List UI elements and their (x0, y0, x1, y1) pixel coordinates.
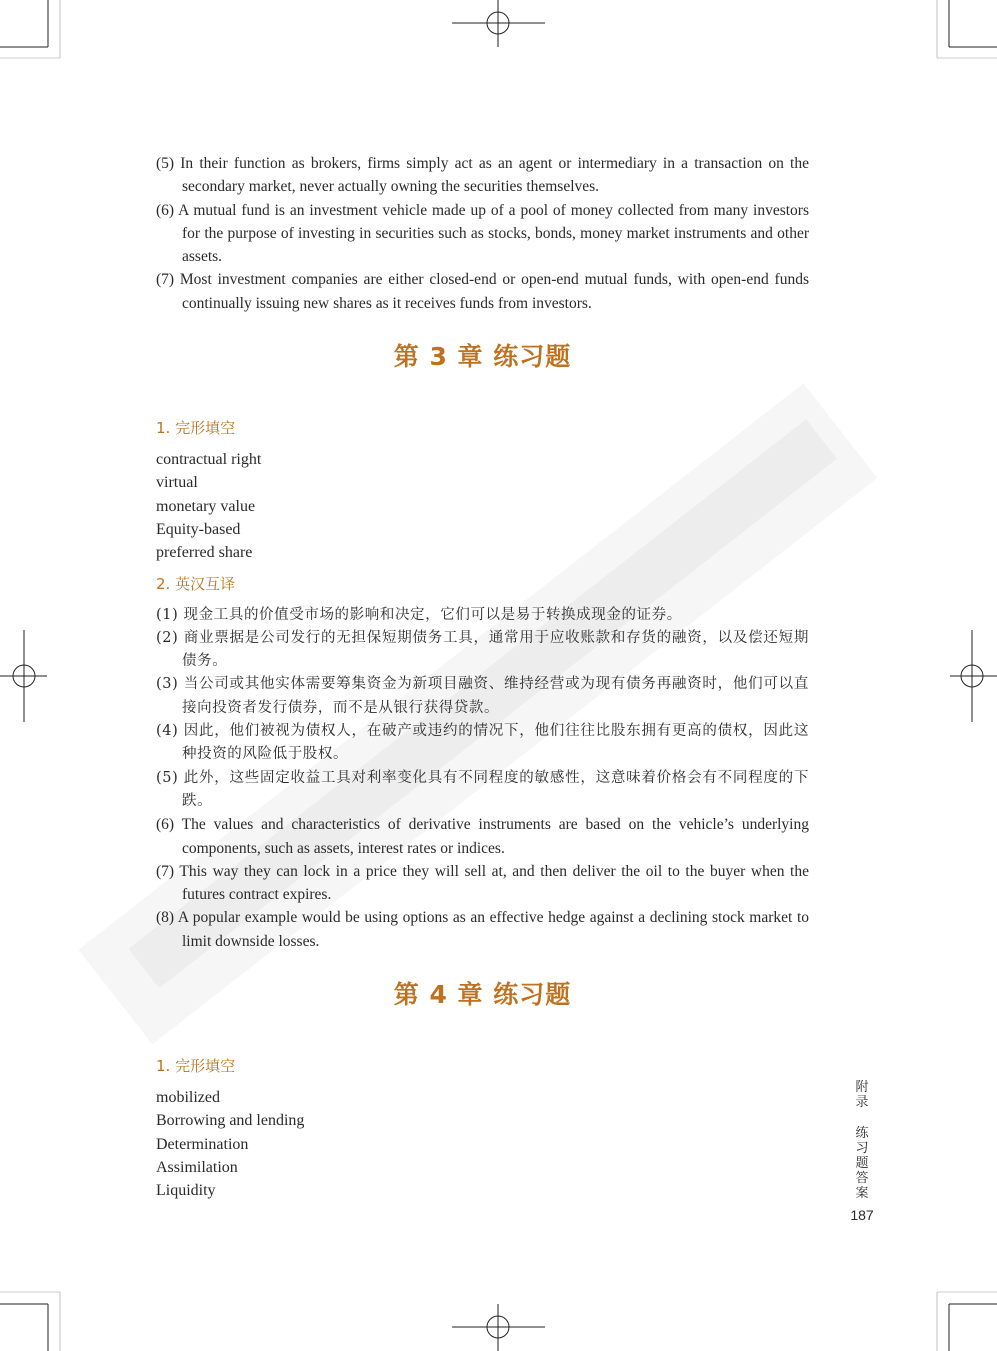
ch3-section1-title: 1. 完形填空 (156, 419, 236, 438)
side-tab-label-bottom: 练习题答案 (855, 1126, 869, 1201)
page-content (156, 152, 809, 1203)
list-item: Assimilation (156, 1158, 238, 1176)
list-item: Determination (156, 1135, 249, 1153)
answer-item: (3) 当公司或其他实体需要筹集资金为新项目融资、维持经营或为现有债务再融资时，他们可以直接向投资者发行债券，而不是从银行获得贷款。 (156, 676, 809, 716)
list-item: virtual (156, 474, 198, 492)
answer-item: (7) Most investment companies are either closed-end or open-end mutual funds, with open-end funds continually issuing new shares as it receives funds from investors. (156, 271, 809, 312)
ch3-cloze-answers (156, 448, 809, 564)
list-item: Liquidity (156, 1182, 216, 1200)
side-tab-label-top: 附录 (855, 1080, 869, 1110)
answer-item: (1) 现金工具的价值受市场的影响和决定，它们可以是易于转换成现金的证券。 (156, 606, 682, 623)
answer-item: (6) A mutual fund is an investment vehicle made up of a pool of money collected from many investors for the purpose of investing in securities such as stocks, bonds, money market instruments and other assets. (156, 201, 809, 266)
list-item: contractual right (156, 451, 262, 469)
list-item: Equity-based (156, 520, 241, 538)
answer-item: (6) The values and characteristics of derivative instruments are based on the vehicle’s underlying components, such as assets, interest rates or indices. (156, 816, 809, 857)
answer-item: (2) 商业票据是公司发行的无担保短期债务工具，通常用于应收账款和存货的融资，以及偿还短期债务。 (156, 629, 809, 670)
ch4-cloze-answers (156, 1086, 809, 1202)
answer-item: (5) 此外，这些固定收益工具对利率变化具有不同程度的敏感性，这意味着价格会有不同程度的下跌。 (156, 769, 809, 809)
chapter3-title: 第 3 章 练习题 (393, 342, 572, 372)
answer-item: (4) 因此，他们被视为债权人，在破产或违约的情况下，他们往往比股东拥有更高的债权，因此这种投资的风险低于股权。 (156, 723, 809, 763)
answer-item: (7) This way they can lock in a price they will sell at, and then deliver the oil to the buyer when the futures contract expires. (156, 862, 809, 904)
ch3-translation-answers (156, 604, 809, 953)
ch4-section1-title: 1. 完形填空 (156, 1057, 236, 1076)
side-tab (852, 1080, 872, 1201)
list-item: mobilized (156, 1089, 220, 1107)
ch3-section2-title: 2. 英汉互译 (156, 574, 236, 593)
page-number: 187 (850, 1207, 874, 1223)
answer-item: (5) In their function as brokers, firms simply act as an agent or intermediary in a transaction on the secondary market, never actually owning the securities themselves. (156, 155, 809, 196)
list-item: Borrowing and lending (156, 1112, 305, 1130)
list-item: monetary value (156, 497, 256, 515)
list-item: preferred share (156, 544, 253, 562)
answer-item: (8) A popular example would be using options as an effective hedge against a declining stock market to limit downside losses. (156, 909, 809, 950)
chapter4-title: 第 4 章 练习题 (393, 980, 572, 1010)
chapter2-answers (156, 152, 809, 315)
